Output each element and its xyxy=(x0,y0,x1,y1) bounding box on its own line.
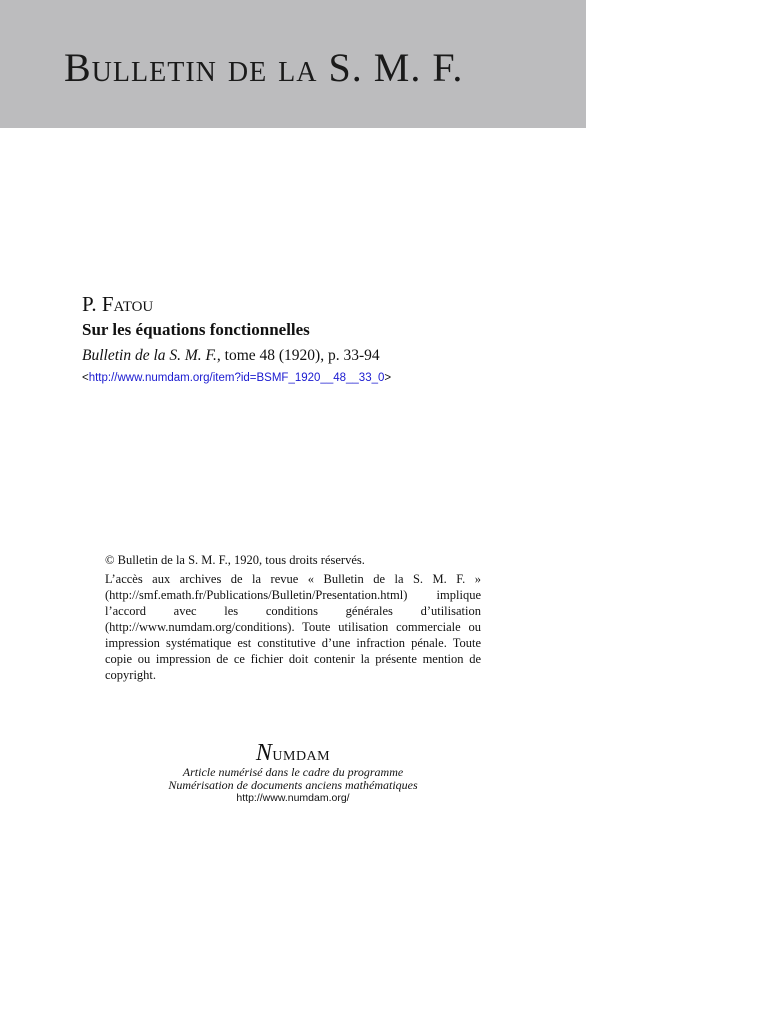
numdam-logo-rest: umdam xyxy=(272,743,331,765)
article-url-line xyxy=(82,372,391,384)
copyright-line: © Bulletin de la S. M. F., 1920, tous droits réservés. xyxy=(105,553,365,567)
numdam-program-line: Article numérisé dans le cadre du programme xyxy=(182,765,404,779)
usage-notice: L’accès aux archives de la revue « Bulletin de la S. M. F. » (http://smf.emath.fr/Publications/Bulletin/Presentation.html) implique l’accord avec les conditions générales d’utilisation (http://www.numdam.org/conditions). Toute utilisation commerciale ou impression systématique est constitutive d’une infraction pénale. Toute copie ou impression de ce fichier doit contenir la présente mention de copyright. xyxy=(105,572,481,682)
url-open-bracket: < xyxy=(82,372,89,384)
numdam-logo xyxy=(0,740,586,767)
journal-title: Bulletin de la S. M. F. xyxy=(64,45,464,90)
paper-title: Sur les équations fonctionnelles xyxy=(82,320,310,339)
article-url-link[interactable]: http://www.numdam.org/item?id=BSMF_1920__48__33_0 xyxy=(88,372,385,384)
author-name: P. Fatou xyxy=(82,292,154,316)
header-band xyxy=(0,0,586,128)
citation-journal: Bulletin de la S. M. F. xyxy=(82,347,217,364)
url-close-bracket: > xyxy=(384,372,392,384)
numdam-url-link[interactable]: http://www.numdam.org/ xyxy=(236,792,350,804)
numdam-logo-initial: N xyxy=(255,740,273,766)
numdam-digitization-line: Numérisation de documents anciens mathématiques xyxy=(168,778,418,792)
citation xyxy=(82,347,380,365)
citation-details: , tome 48 (1920), p. 33-94 xyxy=(216,347,380,364)
